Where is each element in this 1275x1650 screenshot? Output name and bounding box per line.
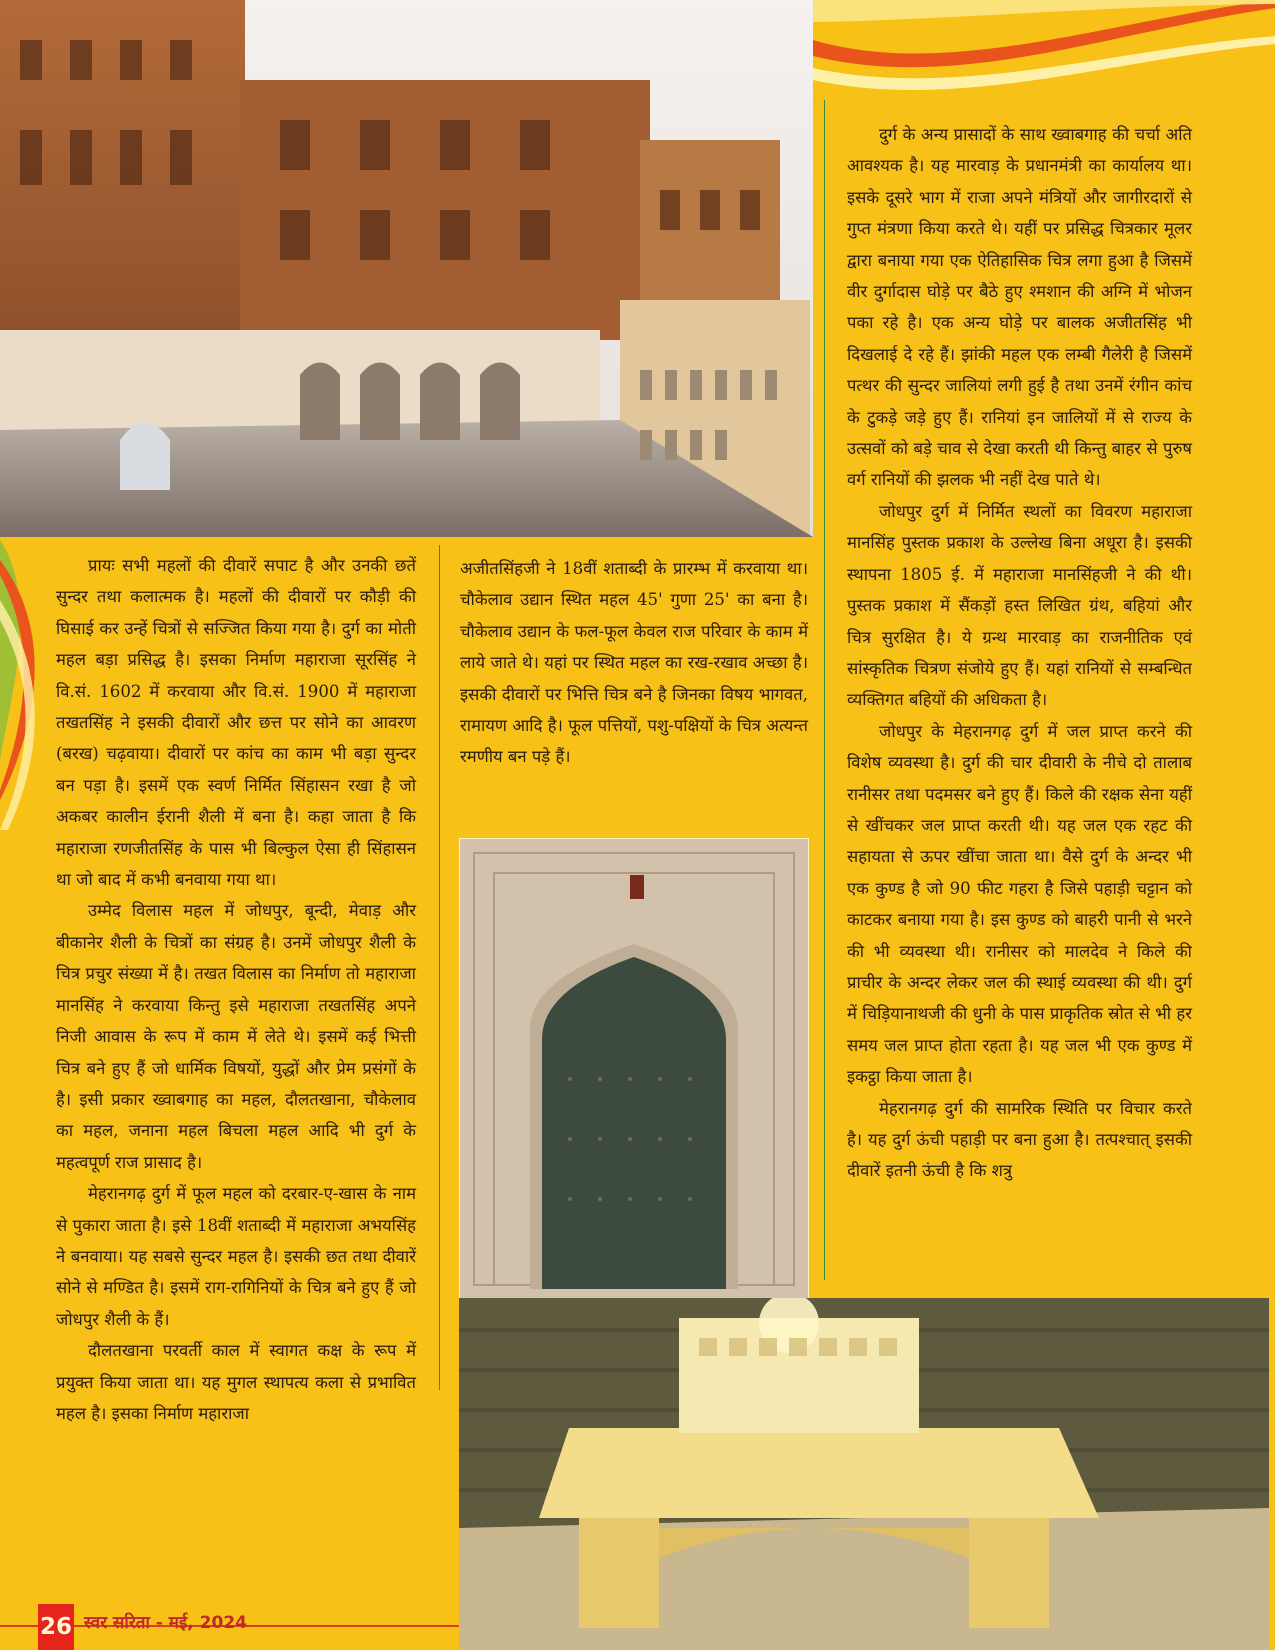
- column-divider: [439, 545, 440, 1390]
- column-divider: [824, 100, 825, 1280]
- paragraph: जोधपुर दुर्ग में निर्मित स्थलों का विवरण महाराजा मानसिंह पुस्तक प्रकाश के उल्लेख बिना अधूरा है। इसकी स्थापना 1805 ई. में महाराजा मानसिंहजी ने की थी। पुस्तक प्रकाश में सैंकड़ों हस्त लिखित ग्रंथ, बहियां और चित्र सुरक्षित है। ये ग्रन्थ मारवाड़ का राजनीतिक एवं सांस्कृतिक चित्रण संजोये हुए हैं। यहां रानियों से सम्बन्धित व्यक्तिगत बहियों की अधिकता है।: [847, 501, 1192, 710]
- article-column-middle: [460, 553, 808, 773]
- paragraph: मेहरानगढ़ दुर्ग में फूल महल को दरबार-ए-खास के नाम से पुकारा जाता है। इसे 18वीं शताब्दी में महाराजा अभयसिंह ने बनवाया। यह सबसे सुन्दर महल है। इसकी छत तथा दीवारें सोने से मण्डित है। इसमें राग-रागिनियों के चित्र बने हुए हैं जो जोधपुर शैली के हैं।: [56, 1184, 416, 1329]
- article-column-right: [847, 119, 1192, 1187]
- marble-throne-photo: [459, 1298, 1269, 1650]
- article-column-left: [56, 550, 416, 1429]
- fort-palace-photo: [0, 0, 813, 537]
- paragraph: दुर्ग के अन्य प्रासादों के साथ ख्वाबगाह की चर्चा अति आवश्यक है। यह मारवाड़ के प्रधानमंत्री का कार्यालय था। इसके दूसरे भाग में राजा अपने मंत्रियों और जागीरदारों से गुप्त मंत्रणा किया करते थे। यहीं पर प्रसिद्ध चित्रकार मूलर द्वारा बनाया गया एक ऐतिहासिक चित्र लगा हुआ है जिसमें वीर दुर्गादास घोड़े पर बैठे हुए श्मशान की अग्नि में भोजन पका रहे है। एक अन्य घोड़े पर बालक अजीतसिंह भी दिखलाई दे रहे हैं। झांकी महल एक लम्बी गैलेरी है जिसमें पत्थर की सुन्दर जालियां लगी हुई है तथा उनमें रंगीन कांच के टुकड़े जड़े हुए हैं। रानियां इन जालियों में से राज्य के उत्सवों को बड़े चाव से देखा करती थी किन्तु बाहर से पुरुष वर्ग रानियों की झलक भी नहीं देख पाते थे।: [847, 125, 1192, 490]
- paragraph: मेहरानगढ़ दुर्ग की सामरिक स्थिति पर विचार करते है। यह दुर्ग ऊंची पहाड़ी पर बना हुआ है। तत्पश्चात् इसकी दीवारें इतनी ऊंची है कि शत्रु: [847, 1098, 1192, 1181]
- paragraph: जोधपुर के मेहरानगढ़ दुर्ग में जल प्राप्त करने की विशेष व्यवस्था है। दुर्ग की चार दीवारी के नीचे दो तालाब रानीसर तथा पदमसर बने हुए हैं। किले की रक्षक सेना यहीं से खींचकर जल प्राप्त करती थी। यह जल एक रहट की सहायता से ऊपर खींचा जाता था। वैसे दुर्ग के अन्दर भी एक कुण्ड है जो 90 फीट गहरा है जिसे पहाड़ी चट्टान को काटकर बनाया गया है। इस कुण्ड को बाहरी पानी से भरने की भी व्यवस्था थी। रानीसर को मालदेव ने किले की प्राचीर के अन्दर लेकर जल की स्थाई व्यवस्था की थी। दुर्ग में चिड़ियानाथजी की धुनी के पास प्राकृतिक स्रोत से भी हर समय जल प्राप्त होता रहता है। यह जल भी एक कुण्ड में इकट्ठा किया जाता है।: [847, 721, 1192, 1087]
- carved-gateway-photo: [459, 838, 809, 1300]
- paragraph: दौलतखाना परवर्ती काल में स्वागत कक्ष के रूप में प्रयुक्त किया जाता था। यह मुगल स्थापत्य कला से प्रभावित महल है। इसका निर्माण महाराजा: [56, 1341, 416, 1423]
- paragraph: अजीतसिंहजी ने 18वीं शताब्दी के प्रारम्भ में करवाया था। चौकेलाव उद्यान स्थित महल 45' गुणा 25' का बना है। चौकेलाव उद्यान के फल-फूल केवल राज परिवार के काम में लाये जाते थे। यहां पर स्थित महल का रख-रखाव अच्छा है। इसकी दीवारों पर भित्ति चित्र बने है जिनका विषय भागवत, रामायण आदि है। फूल पत्तियों, पशु-पक्षियों के चित्र अत्यन्त रमणीय बन पड़े हैं।: [460, 559, 808, 767]
- paragraph: प्रायः सभी महलों की दीवारें सपाट है और उनकी छतें सुन्दर तथा कलात्मक है। महलों की दीवारों पर कौड़ी की घिसाई कर उन्हें चित्रों से सज्जित किया गया है। दुर्ग का मोती महल बड़ा प्रसिद्ध है। इसका निर्माण महाराजा सूरसिंह ने वि.सं. 1602 में करवाया और वि.सं. 1900 में महाराजा तखतसिंह ने इसकी दीवारों और छत्त पर सोने का आवरण (बरख) चढ़वाया। दीवारों पर कांच का काम भी बड़ा सुन्दर बन पड़ा है। इसमें एक स्वर्ण निर्मित सिंहासन रखा है जो अकबर कालीन ईरानी शैली में बना है। कहा जाता है कि महाराजा रणजीतसिंह के पास भी बिल्कुल ऐसा ही सिंहासन था जो बाद में कभी बनवाया गया था।: [56, 556, 416, 890]
- page-number: 26: [38, 1604, 74, 1650]
- magazine-issue: स्वर सरिता - मई, 2024: [84, 1613, 247, 1633]
- paragraph: उम्मेद विलास महल में जोधपुर, बून्दी, मेवाड़ और बीकानेर शैली के चित्रों का संग्रह है। उनमें जोधपुर शैली के चित्र प्रचुर संख्या में है। तखत विलास का निर्माण तो महाराजा मानसिंह ने करवाया किन्तु इसे महाराजा तखतसिंह अपने निजी आवास के रूप में काम में लेते थे। इसमें कई भित्ती चित्र बने हुए हैं जो धार्मिक विषयों, युद्धों और प्रेम प्रसंगों के है। इसी प्रकार ख्वाबगाह का महल, दौलतखाना, चौकेलाव का महल, जनाना महल बिचला महल आदि भी दुर्ग के महत्वपूर्ण राज प्रासाद है।: [56, 901, 416, 1172]
